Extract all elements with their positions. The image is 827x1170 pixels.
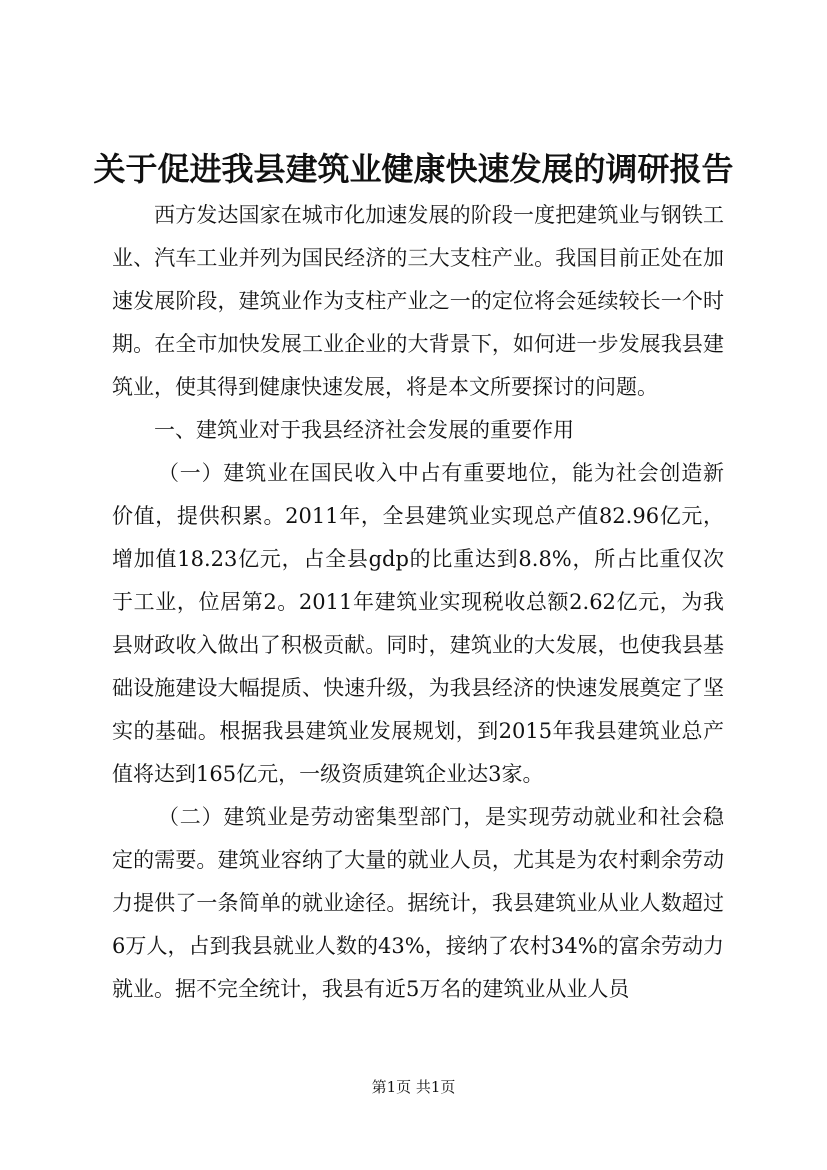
page-footer	[0, 1077, 827, 1097]
document-body	[112, 194, 724, 1011]
paragraph-section-1-2: （二）建筑业是劳动密集型部门，是实现劳动就业和社会稳定的需要。建筑业容纳了大量的就业人员，尤其是为农村剩余劳动力提供了一条简单的就业途径。据统计，我县建筑业从业人数超过6万人，占到我县就业人数的43%，接纳了农村34%的富余劳动力就业。据不完全统计，我县有近5万名的建筑业从业人员	[112, 805, 724, 1001]
paragraph-intro: 西方发达国家在城市化加速发展的阶段一度把建筑业与钢铁工业、汽车工业并列为国民经济的三大支柱产业。我国目前正处在加速发展阶段，建筑业作为支柱产业之一的定位将会延续较长一个时期。在全市加快发展工业企业的大背景下，如何进一步发展我县建筑业，使其得到健康快速发展，将是本文所要探讨的问题。	[112, 203, 724, 399]
paragraph-section-1-1: （一）建筑业在国民收入中占有重要地位，能为社会创造新价值，提供积累。2011年，全县建筑业实现总产值82.96亿元，增加值18.23亿元，占全县gdp的比重达到8.8%，所占比重仅次于工业，位居第2。2011年建筑业实现税收总额2.62亿元，为我县财政收入做出了积极贡献。同时，建筑业的大发展，也使我县基础设施建设大幅提质、快速升级，为我县经济的快速发展奠定了坚实的基础。根据我县建筑业发展规划，到2015年我县建筑业总产值将达到165亿元，一级资质建筑企业达3家。	[112, 461, 724, 786]
document-title: 关于促进我县建筑业健康快速发展的调研报告	[93, 150, 734, 188]
page-number-label: 第1页 共1页	[371, 1078, 456, 1096]
section-heading-1: 一、建筑业对于我县经济社会发展的重要作用	[154, 418, 574, 442]
